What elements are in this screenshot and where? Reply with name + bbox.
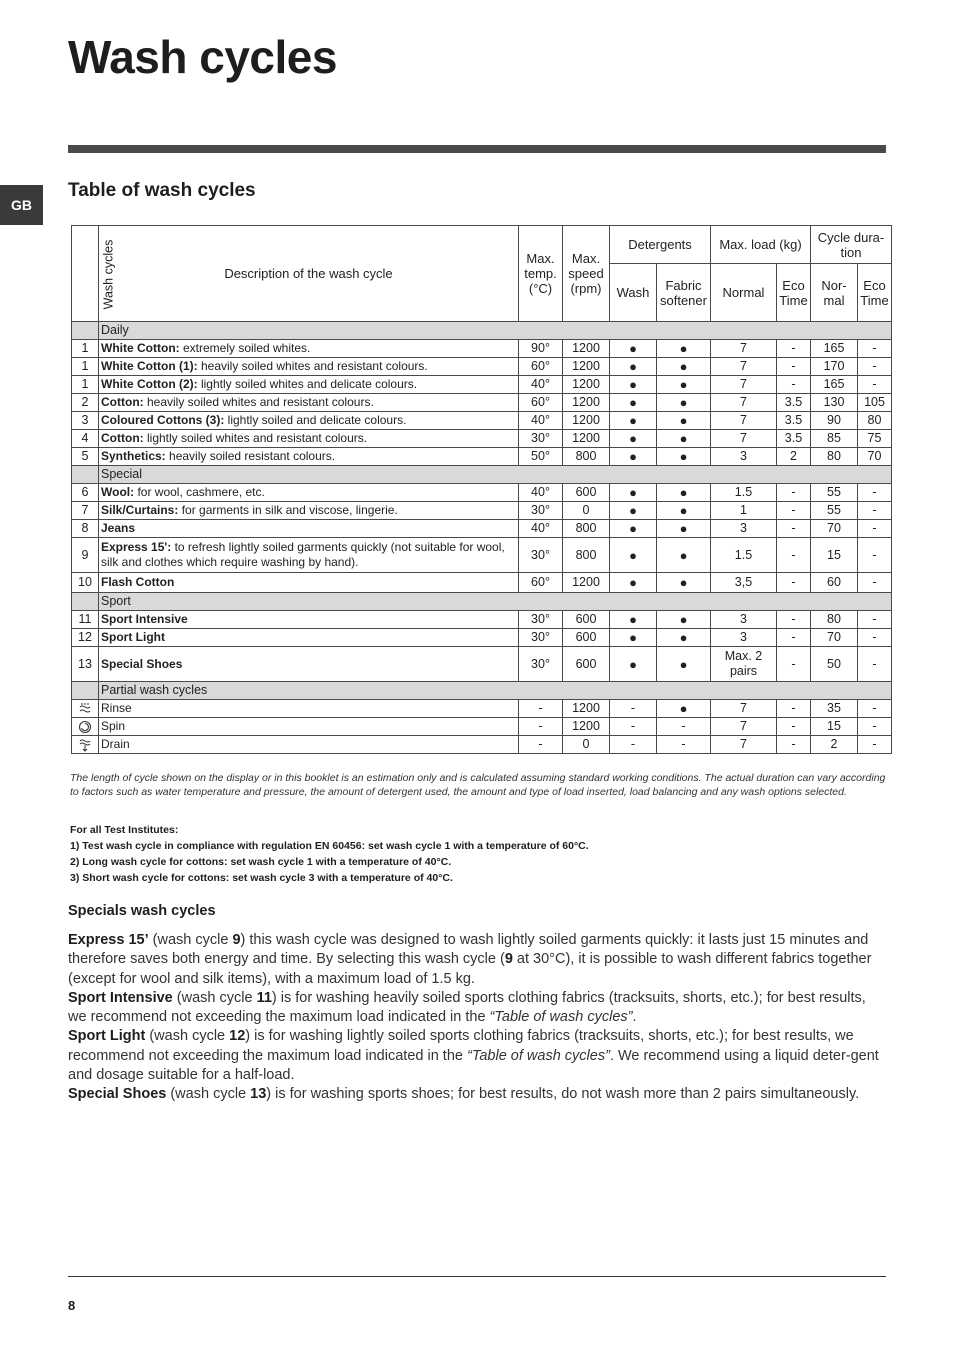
- eco-duration-cell: -: [858, 718, 892, 736]
- header-wash: Wash: [610, 264, 657, 322]
- normal-load-cell: 7: [711, 736, 777, 754]
- max-speed-cell: 800: [563, 520, 610, 538]
- eco-load-cell: -: [777, 700, 811, 718]
- eco-load-cell: -: [777, 358, 811, 376]
- header-normal-duration: Nor- mal: [811, 264, 858, 322]
- eco-duration-cell: -: [858, 736, 892, 754]
- normal-duration-cell: 15: [811, 718, 858, 736]
- cycle-number: 12: [72, 629, 99, 647]
- cycle-description: Rinse: [99, 700, 519, 718]
- cycle-number: 4: [72, 430, 99, 448]
- softener-cell: ●: [657, 412, 711, 430]
- max-temp-cell: 90°: [519, 340, 563, 358]
- eco-load-cell: -: [777, 647, 811, 682]
- cycle-number: 1: [72, 376, 99, 394]
- normal-load-cell: 7: [711, 412, 777, 430]
- table-row: [72, 718, 892, 736]
- max-speed-cell: 600: [563, 484, 610, 502]
- cycle-description: Express 15': to refresh lightly soiled garments quickly (not suitable for wool, silk and clothes which require washing by hand).: [99, 538, 519, 573]
- max-temp-cell: 30°: [519, 647, 563, 682]
- normal-duration-cell: 60: [811, 573, 858, 593]
- language-tab: GB: [0, 185, 43, 225]
- max-temp-cell: 60°: [519, 358, 563, 376]
- eco-load-cell: -: [777, 736, 811, 754]
- softener-cell: ●: [657, 538, 711, 573]
- sport-intensive-paragraph: Sport Intensive (wash cycle 11) is for washing heavily soiled sports clothing fabrics (tracksuits, shorts, etc.); for best results, we recommend not exceeding the maximum load indicated in the “Table of wash cycles”.: [68, 989, 866, 1026]
- header-fabric-softener: Fabric softener: [657, 264, 711, 322]
- max-speed-cell: 800: [563, 538, 610, 573]
- max-speed-cell: 0: [563, 502, 610, 520]
- softener-cell: ●: [657, 611, 711, 629]
- eco-load-cell: -: [777, 484, 811, 502]
- cycle-number: 10: [72, 573, 99, 593]
- wash-cycles-table: [71, 225, 892, 754]
- group-label: Daily: [99, 322, 892, 340]
- max-speed-cell: 1200: [563, 430, 610, 448]
- header-eco-time-duration: Eco Time: [858, 264, 892, 322]
- normal-load-cell: 7: [711, 394, 777, 412]
- header-normal-load: Normal: [711, 264, 777, 322]
- test-note: 1) Test wash cycle in compliance with regulation EN 60456: set wash cycle 1 with a temperature of 60°C.: [70, 840, 589, 852]
- normal-load-cell: 3,5: [711, 573, 777, 593]
- cycle-description: Sport Intensive: [99, 611, 519, 629]
- softener-cell: ●: [657, 520, 711, 538]
- wash-detergent-cell: ●: [610, 629, 657, 647]
- table-row: [72, 736, 892, 754]
- max-temp-cell: 30°: [519, 430, 563, 448]
- table-row: [72, 520, 892, 538]
- eco-load-cell: -: [777, 611, 811, 629]
- normal-load-cell: Max. 2 pairs: [711, 647, 777, 682]
- cycle-number: 8: [72, 520, 99, 538]
- softener-cell: ●: [657, 647, 711, 682]
- max-temp-cell: 40°: [519, 376, 563, 394]
- group-row-daily: [72, 322, 892, 340]
- max-speed-cell: 600: [563, 647, 610, 682]
- normal-load-cell: 1.5: [711, 484, 777, 502]
- eco-load-cell: 3.5: [777, 430, 811, 448]
- table-row: [72, 573, 892, 593]
- duration-footnote: The length of cycle shown on the display or in this booklet is an estimation only and is calculated assuming standard working conditions. The actual duration can vary according to factors such as water temperature and pressure, the amount of detergent used, the amount and type of load inserted, load balancing and any wash options selected.: [70, 772, 886, 798]
- eco-duration-cell: -: [858, 520, 892, 538]
- max-speed-cell: 1200: [563, 340, 610, 358]
- normal-duration-cell: 165: [811, 376, 858, 394]
- softener-cell: ●: [657, 700, 711, 718]
- normal-load-cell: 3: [711, 611, 777, 629]
- wash-detergent-cell: ●: [610, 394, 657, 412]
- normal-duration-cell: 170: [811, 358, 858, 376]
- wash-detergent-cell: ●: [610, 538, 657, 573]
- max-speed-cell: 1200: [563, 718, 610, 736]
- section-title: Table of wash cycles: [68, 180, 256, 201]
- eco-duration-cell: 75: [858, 430, 892, 448]
- normal-load-cell: 7: [711, 430, 777, 448]
- eco-load-cell: 3.5: [777, 412, 811, 430]
- wash-detergent-cell: ●: [610, 412, 657, 430]
- test-institutes-notes: [70, 822, 888, 886]
- max-temp-cell: 60°: [519, 394, 563, 412]
- normal-duration-cell: 90: [811, 412, 858, 430]
- cycle-number: 6: [72, 484, 99, 502]
- header-description: Description of the wash cycle: [99, 226, 519, 322]
- eco-duration-cell: -: [858, 573, 892, 593]
- cycle-number: 2: [72, 394, 99, 412]
- cycle-number: 13: [72, 647, 99, 682]
- softener-cell: ●: [657, 573, 711, 593]
- header-max-temp: Max. temp. (°C): [519, 226, 563, 322]
- header-cycle-duration: Cycle dura- tion: [811, 226, 892, 264]
- wash-detergent-cell: ●: [610, 430, 657, 448]
- normal-duration-cell: 15: [811, 538, 858, 573]
- wash-detergent-cell: ●: [610, 502, 657, 520]
- eco-duration-cell: -: [858, 647, 892, 682]
- softener-cell: ●: [657, 484, 711, 502]
- wash-detergent-cell: -: [610, 718, 657, 736]
- wash-detergent-cell: ●: [610, 448, 657, 466]
- normal-duration-cell: 2: [811, 736, 858, 754]
- max-temp-cell: 40°: [519, 412, 563, 430]
- table-row: [72, 430, 892, 448]
- specials-title: Specials wash cycles: [68, 903, 216, 919]
- table-row: [72, 647, 892, 682]
- eco-duration-cell: -: [858, 358, 892, 376]
- max-temp-cell: 30°: [519, 629, 563, 647]
- eco-load-cell: -: [777, 573, 811, 593]
- normal-duration-cell: 55: [811, 502, 858, 520]
- eco-duration-cell: 80: [858, 412, 892, 430]
- page-number: 8: [68, 1298, 76, 1313]
- max-temp-cell: 40°: [519, 520, 563, 538]
- normal-load-cell: 7: [711, 340, 777, 358]
- cycle-description: Special Shoes: [99, 647, 519, 682]
- eco-load-cell: -: [777, 340, 811, 358]
- max-speed-cell: 800: [563, 448, 610, 466]
- test-institutes-heading: For all Test Institutes:: [70, 824, 179, 836]
- softener-cell: ●: [657, 340, 711, 358]
- header-max-speed: Max. speed (rpm): [563, 226, 610, 322]
- cycle-description: Synthetics: heavily soiled resistant colours.: [99, 448, 519, 466]
- eco-duration-cell: -: [858, 611, 892, 629]
- normal-load-cell: 3: [711, 629, 777, 647]
- wash-detergent-cell: ●: [610, 520, 657, 538]
- special-shoes-paragraph: Special Shoes (wash cycle 13) is for washing sports shoes; for best results, do not wash more than 2 pairs simultaneously.: [68, 1086, 860, 1103]
- cycle-description: Cotton: lightly soiled whites and resistant colours.: [99, 430, 519, 448]
- cycle-number: 3: [72, 412, 99, 430]
- normal-load-cell: 3: [711, 520, 777, 538]
- softener-cell: ●: [657, 376, 711, 394]
- table-row: [72, 502, 892, 520]
- normal-duration-cell: 85: [811, 430, 858, 448]
- eco-load-cell: -: [777, 520, 811, 538]
- header-eco-time-load: Eco Time: [777, 264, 811, 322]
- normal-load-cell: 7: [711, 718, 777, 736]
- normal-duration-cell: 80: [811, 611, 858, 629]
- max-temp-cell: 50°: [519, 448, 563, 466]
- drain-icon: [72, 736, 99, 754]
- table-row: [72, 394, 892, 412]
- eco-load-cell: -: [777, 538, 811, 573]
- max-temp-cell: -: [519, 700, 563, 718]
- group-row-special: [72, 466, 892, 484]
- wash-detergent-cell: ●: [610, 484, 657, 502]
- softener-cell: ●: [657, 448, 711, 466]
- wash-detergent-cell: -: [610, 736, 657, 754]
- table-row: [72, 629, 892, 647]
- header-max-load: Max. load (kg): [711, 226, 811, 264]
- softener-cell: ●: [657, 358, 711, 376]
- wash-detergent-cell: ●: [610, 647, 657, 682]
- cycle-description: Sport Light: [99, 629, 519, 647]
- max-speed-cell: 600: [563, 611, 610, 629]
- normal-duration-cell: 165: [811, 340, 858, 358]
- cycle-description: Flash Cotton: [99, 573, 519, 593]
- normal-load-cell: 7: [711, 700, 777, 718]
- softener-cell: ●: [657, 629, 711, 647]
- wash-detergent-cell: -: [610, 700, 657, 718]
- normal-duration-cell: 70: [811, 629, 858, 647]
- max-temp-cell: 60°: [519, 573, 563, 593]
- spin-icon: [72, 718, 99, 736]
- group-row-partial: [72, 682, 892, 700]
- cycle-number: 9: [72, 538, 99, 573]
- sport-light-paragraph: Sport Light (wash cycle 12) is for washing lightly soiled sports clothing fabrics (tracksuits, shorts, etc.); for best results, we recommend not exceeding the maximum load indicated in the “Table of wash cycles”. We recommend using a liquid deter-gent and dosage suitable for a half-load.: [68, 1028, 879, 1084]
- normal-duration-cell: 35: [811, 700, 858, 718]
- softener-cell: ●: [657, 502, 711, 520]
- normal-duration-cell: 55: [811, 484, 858, 502]
- cycle-description: Silk/Curtains: for garments in silk and viscose, lingerie.: [99, 502, 519, 520]
- max-temp-cell: -: [519, 736, 563, 754]
- max-speed-cell: 1200: [563, 573, 610, 593]
- cycle-description: White Cotton: extremely soiled whites.: [99, 340, 519, 358]
- group-label: Partial wash cycles: [99, 682, 892, 700]
- eco-duration-cell: -: [858, 376, 892, 394]
- cycle-description: White Cotton (1): heavily soiled whites and resistant colours.: [99, 358, 519, 376]
- softener-cell: ●: [657, 394, 711, 412]
- title-divider: [68, 145, 886, 153]
- table-row: [72, 484, 892, 502]
- max-temp-cell: 40°: [519, 484, 563, 502]
- max-speed-cell: 1200: [563, 394, 610, 412]
- normal-duration-cell: 130: [811, 394, 858, 412]
- eco-duration-cell: 105: [858, 394, 892, 412]
- max-speed-cell: 600: [563, 629, 610, 647]
- test-note: 3) Short wash cycle for cottons: set wash cycle 3 with a temperature of 40°C.: [70, 872, 453, 884]
- max-speed-cell: 1200: [563, 376, 610, 394]
- cycle-number: 1: [72, 340, 99, 358]
- cycle-description: Spin: [99, 718, 519, 736]
- softener-cell: -: [657, 736, 711, 754]
- header-wash-cycles: Wash cycles: [72, 226, 99, 322]
- max-speed-cell: 1200: [563, 358, 610, 376]
- eco-load-cell: -: [777, 629, 811, 647]
- group-row-sport: [72, 593, 892, 611]
- test-note: 2) Long wash cycle for cottons: set wash cycle 1 with a temperature of 40°C.: [70, 856, 452, 868]
- group-label: Sport: [99, 593, 892, 611]
- max-speed-cell: 1200: [563, 412, 610, 430]
- max-speed-cell: 1200: [563, 700, 610, 718]
- table-row: [72, 538, 892, 573]
- footer-divider: [68, 1276, 886, 1277]
- table-row: [72, 700, 892, 718]
- normal-duration-cell: 50: [811, 647, 858, 682]
- eco-duration-cell: -: [858, 629, 892, 647]
- table-row: [72, 611, 892, 629]
- eco-duration-cell: -: [858, 700, 892, 718]
- header-detergents: Detergents: [610, 226, 711, 264]
- cycle-description: Jeans: [99, 520, 519, 538]
- eco-load-cell: -: [777, 718, 811, 736]
- normal-load-cell: 3: [711, 448, 777, 466]
- eco-duration-cell: -: [858, 538, 892, 573]
- eco-load-cell: 3.5: [777, 394, 811, 412]
- cycle-number: 11: [72, 611, 99, 629]
- express-paragraph: Express 15’ (wash cycle 9) this wash cycle was designed to wash lightly soiled garments quickly: it lasts just 15 minutes and therefore saves both energy and time. By selecting this wash cycle (9 at 30°C), it is possible to wash different fabrics together (except for wool and silk items), with a maximum load of 1.5 kg.: [68, 932, 872, 987]
- max-temp-cell: -: [519, 718, 563, 736]
- cycle-description: Drain: [99, 736, 519, 754]
- eco-load-cell: -: [777, 502, 811, 520]
- softener-cell: -: [657, 718, 711, 736]
- eco-duration-cell: -: [858, 340, 892, 358]
- page-title: Wash cycles: [68, 31, 337, 83]
- max-temp-cell: 30°: [519, 538, 563, 573]
- eco-duration-cell: -: [858, 502, 892, 520]
- softener-cell: ●: [657, 430, 711, 448]
- max-speed-cell: 0: [563, 736, 610, 754]
- wash-detergent-cell: ●: [610, 376, 657, 394]
- wash-detergent-cell: ●: [610, 358, 657, 376]
- cycle-number: 7: [72, 502, 99, 520]
- table-row: [72, 448, 892, 466]
- eco-duration-cell: 70: [858, 448, 892, 466]
- wash-detergent-cell: ●: [610, 340, 657, 358]
- table-row: [72, 340, 892, 358]
- eco-load-cell: -: [777, 376, 811, 394]
- cycle-description: Wool: for wool, cashmere, etc.: [99, 484, 519, 502]
- cycle-description: Coloured Cottons (3): lightly soiled and delicate colours.: [99, 412, 519, 430]
- cycle-number: 1: [72, 358, 99, 376]
- normal-load-cell: 7: [711, 358, 777, 376]
- table-row: [72, 376, 892, 394]
- normal-load-cell: 1: [711, 502, 777, 520]
- max-temp-cell: 30°: [519, 611, 563, 629]
- wash-detergent-cell: ●: [610, 611, 657, 629]
- group-label: Special: [99, 466, 892, 484]
- normal-load-cell: 1.5: [711, 538, 777, 573]
- max-temp-cell: 30°: [519, 502, 563, 520]
- wash-detergent-cell: ●: [610, 573, 657, 593]
- eco-duration-cell: -: [858, 484, 892, 502]
- cycle-description: Cotton: heavily soiled whites and resistant colours.: [99, 394, 519, 412]
- normal-duration-cell: 70: [811, 520, 858, 538]
- specials-text: [68, 931, 888, 1105]
- normal-duration-cell: 80: [811, 448, 858, 466]
- cycle-number: 5: [72, 448, 99, 466]
- cycle-description: White Cotton (2): lightly soiled whites and delicate colours.: [99, 376, 519, 394]
- rinse-icon: [72, 700, 99, 718]
- table-row: [72, 412, 892, 430]
- table-row: [72, 358, 892, 376]
- eco-load-cell: 2: [777, 448, 811, 466]
- normal-load-cell: 7: [711, 376, 777, 394]
